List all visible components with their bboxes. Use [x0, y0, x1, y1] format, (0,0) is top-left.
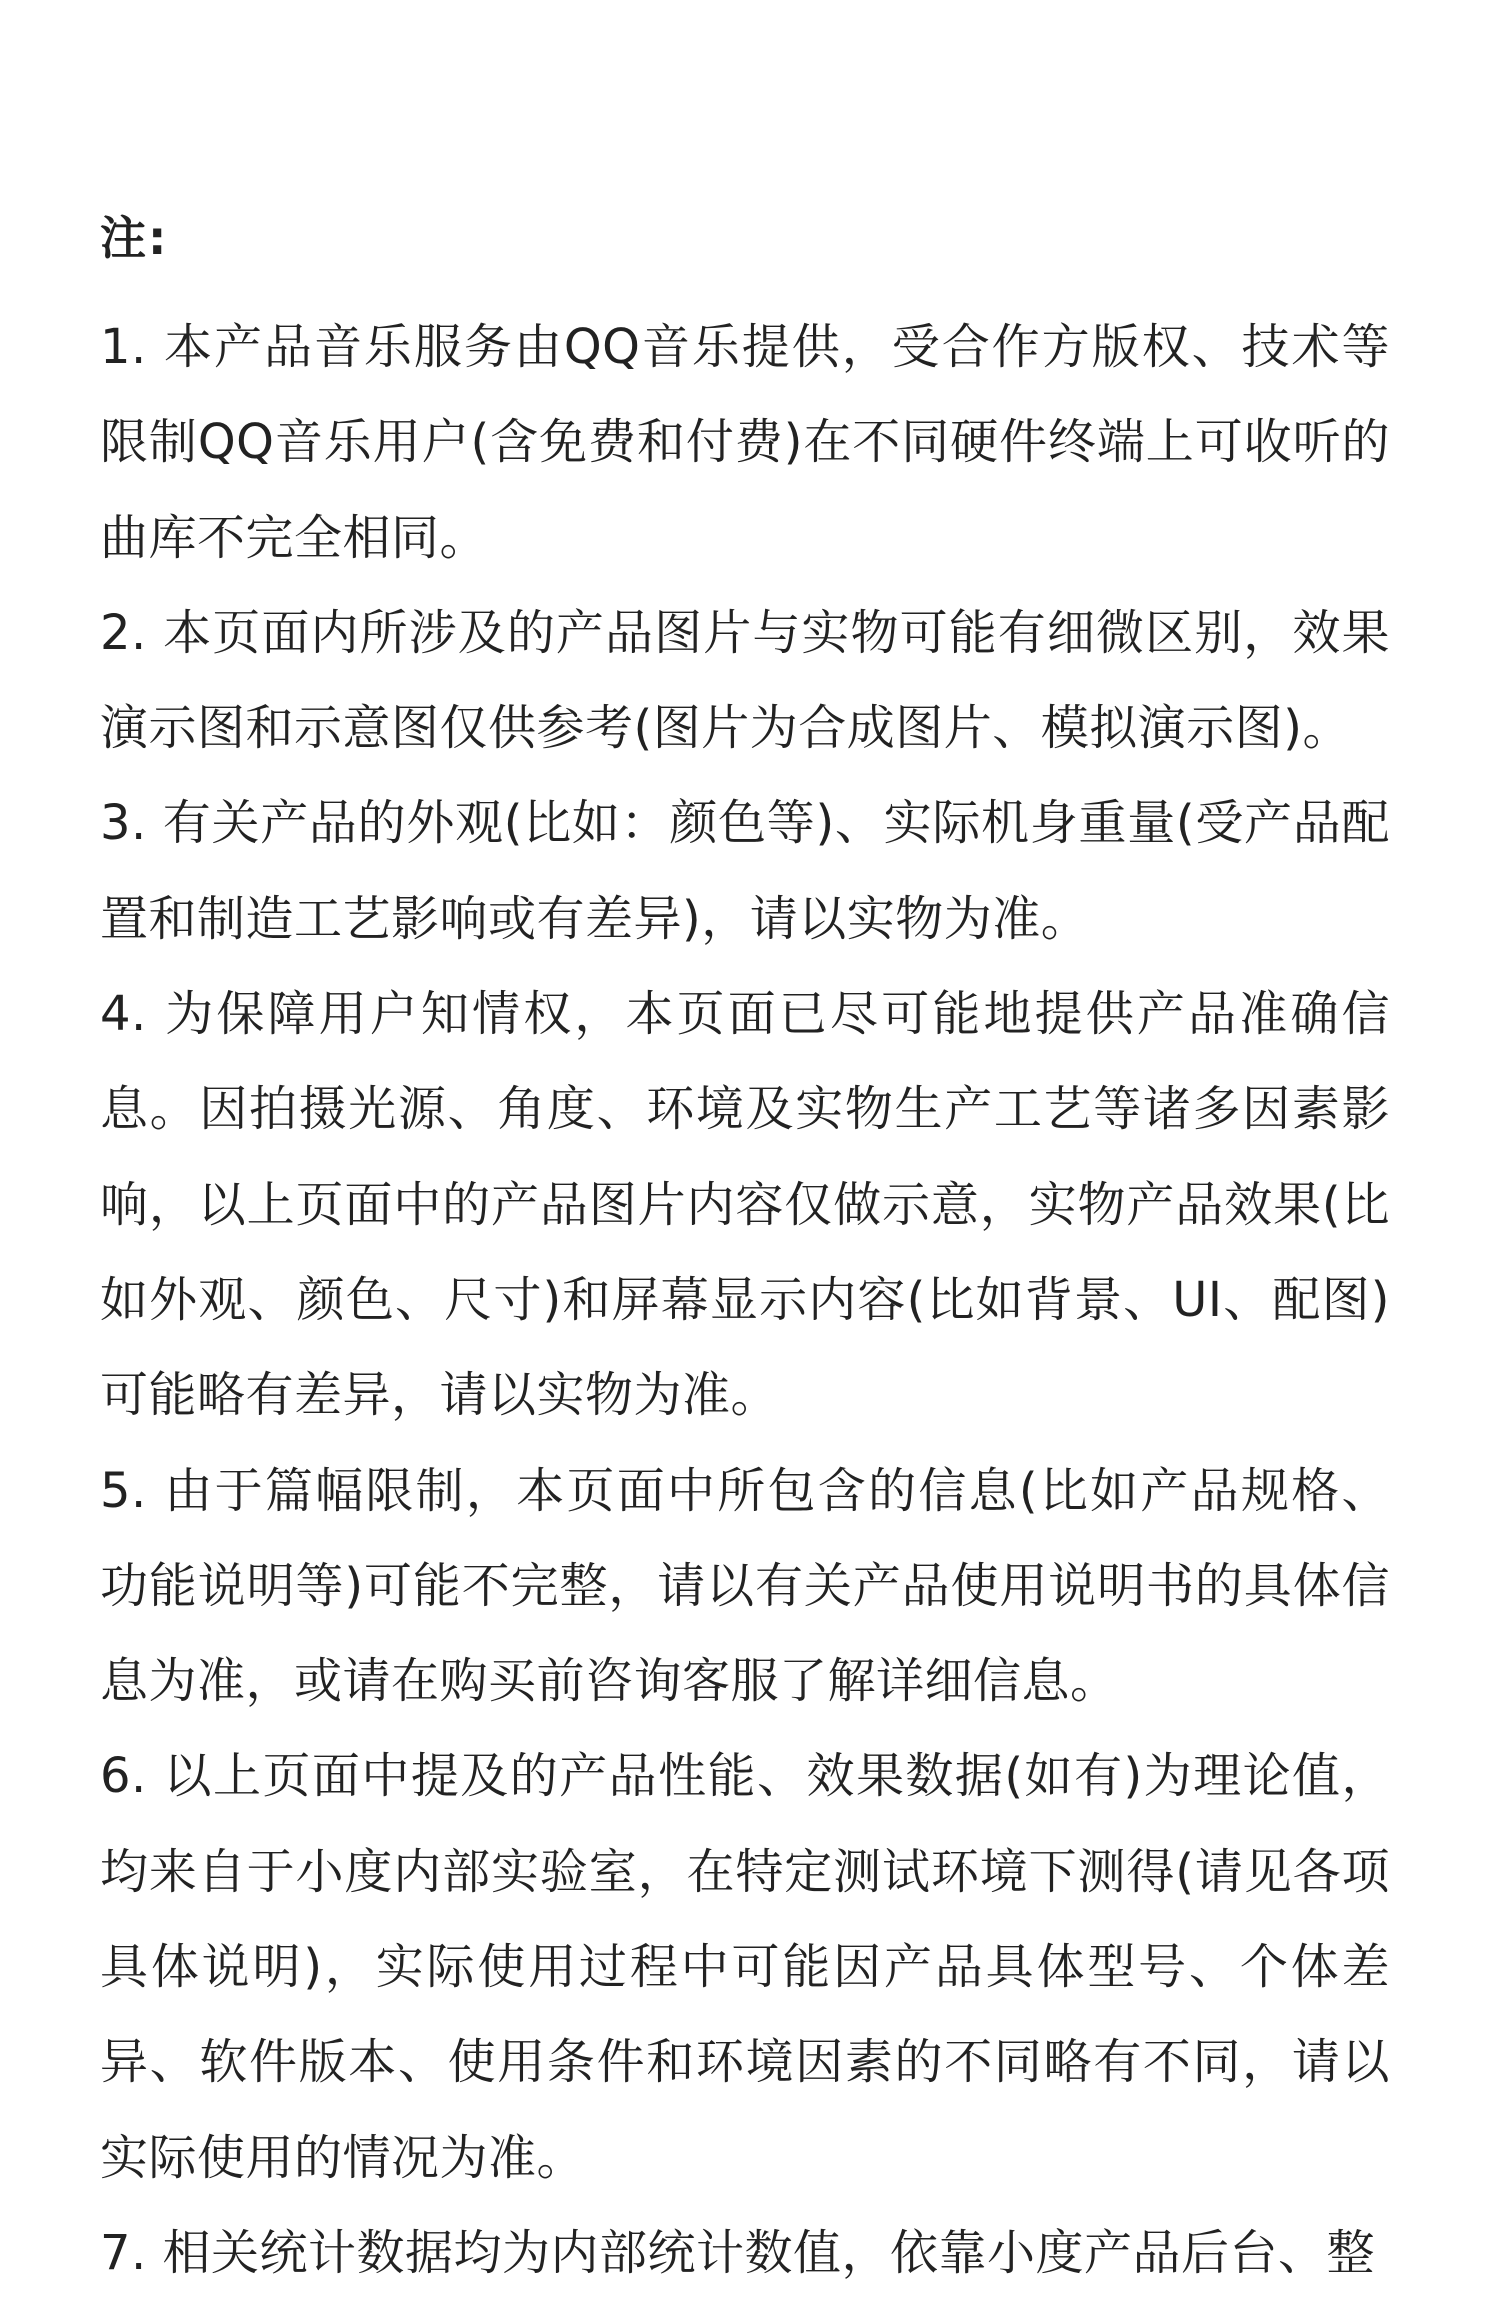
note-7: 7. 相关统计数据均为内部统计数值，依靠小度产品后台、整 — [100, 2224, 1376, 2281]
note-4: 4. 为保障用户知情权，本页面已尽可能地提供产品准确信息。因拍摄光源、角度、环境及实物生产工艺等诸多因素影响，以上页面中的产品图片内容仅做示意，实物产品效果(比如外观、颜色、尺寸)和屏幕显示内容(比如背景、UI、配图)可能略有差异，请以实物为准。 — [100, 986, 1390, 1424]
note-6: 6. 以上页面中提及的产品性能、效果数据(如有)为理论值，均来自于小度内部实验室，在特定测试环境下测得(请见各项具体说明)，实际使用过程中可能因产品具体型号、个体差异、软件版本、使用条件和环境因素的不同略有不同，请以实际使用的情况为准。 — [100, 1748, 1390, 2186]
note-5: 5. 由于篇幅限制，本页面中所包含的信息(比如产品规格、功能说明等)可能不完整，请以有关产品使用说明书的具体信息为准，或请在购买前咨询客服了解详细信息。 — [100, 1462, 1390, 1710]
note-3: 3. 有关产品的外观(比如：颜色等)、实际机身重量(受产品配置和制造工艺影响或有差异)，请以实物为准。 — [100, 795, 1390, 947]
note-2: 2. 本页面内所涉及的产品图片与实物可能有细微区别，效果演示图和示意图仅供参考(图片为合成图片、模拟演示图)。 — [100, 604, 1390, 757]
note-1: 1. 本产品音乐服务由QQ音乐提供，受合作方版权、技术等限制QQ音乐用户(含免费和付费)在不同硬件终端上可收听的曲库不完全相同。 — [100, 319, 1390, 566]
notes-title: 注: — [100, 211, 169, 265]
